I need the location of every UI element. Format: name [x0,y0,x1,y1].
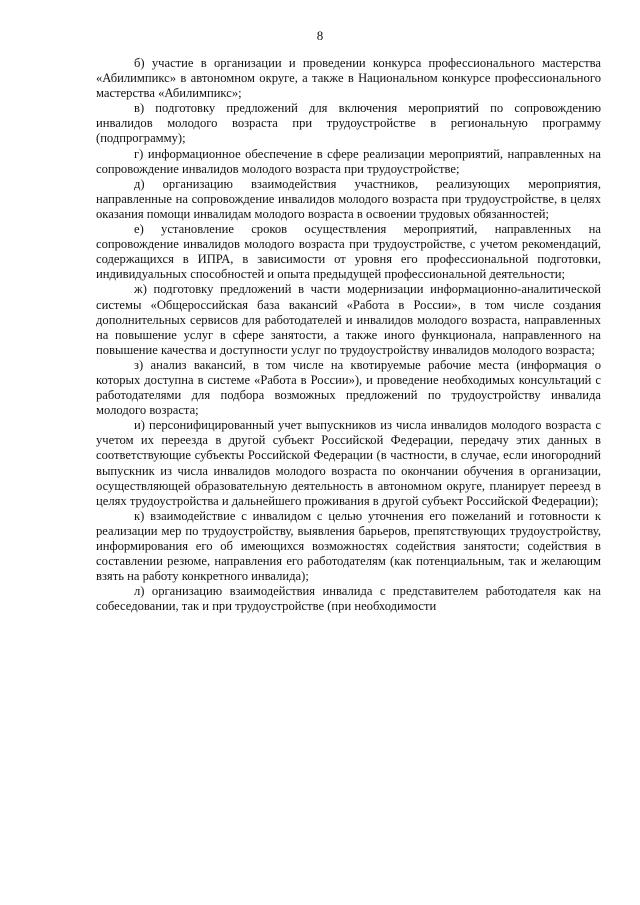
paragraph-l: л) организацию взаимодействия инвалида с представителем работодателя как на собеседовании, так и при трудоустройстве (при необходимости [96,584,601,614]
paragraph-zh: ж) подготовку предложений в части модернизации информационно-аналитической системы «Общероссийская база вакансий «Работа в России», в том числе создания дополнительных сервисов для работодателей и инвалидов молодого возраста, направленных на повышение услуг в сфере занятости, а также иного функционала, направленного на повышение качества и доступности услуг по трудоустройству инвалидов молодого возраста; [96,282,601,357]
paragraph-d: д) организацию взаимодействия участников, реализующих мероприятия, направленные на сопровождение инвалидов молодого возраста при трудоустройстве, в целях оказания помощи инвалидам молодого возраста в освоении трудовых обязанностей; [96,176,601,221]
paragraph-z: з) анализ вакансий, в том числе на квотируемые рабочие места (информация о которых доступна в системе «Работа в России»), и проведение необходимых консультаций с работодателями для подбора возможных предложений по трудоустройству инвалида молодого возраста; [96,357,601,418]
document-body [96,56,601,614]
paragraph-b: б) участие в организации и проведении конкурса профессионального мастерства «Абилимпикс» в автономном округе, а также в Национальном конкурсе профессионального мастерства «Абилимпикс»; [96,56,601,101]
paragraph-i: и) персонифицированный учет выпускников из числа инвалидов молодого возраста с учетом их переезда в другой субъект Российской Федерации, передачу этих данных в соответствующие субъекты Российской Федерации (в частности, в случае, если иногородний выпускник из числа инвалидов молодого возраста по окончании обучения в организации, осуществляющей образовательную деятельность в автономном округе, планирует переезд в целях трудоустройства и дальнейшего проживания в другой субъект Российской Федерации); [96,418,601,508]
paragraph-g: г) информационное обеспечение в сфере реализации мероприятий, направленных на сопровождение инвалидов молодого возраста при трудоустройстве; [96,146,601,176]
paragraph-e: е) установление сроков осуществления мероприятий, направленных на сопровождение инвалидов молодого возраста при трудоустройстве, с учетом рекомендаций, содержащихся в ИПРА, в зависимости от уровня его профессиональной подготовки, индивидуальных способностей и опыта предыдущей профессиональной деятельности; [96,222,601,282]
paragraph-v: в) подготовку предложений для включения мероприятий по сопровождению инвалидов молодого возраста при трудоустройстве в региональную программу (подпрограмму); [96,101,601,146]
paragraph-k: к) взаимодействие с инвалидом с целью уточнения его пожеланий и готовности к реализации мер по трудоустройству, выявления барьеров, препятствующих трудоустройству, информирования его об имеющихся возможностях содействия занятости; содействия в составлении резюме, направления его работодателям (как потенциальным, так и желающим взять на работу конкретного инвалида); [96,508,601,584]
page-number: 8 [316,28,324,43]
